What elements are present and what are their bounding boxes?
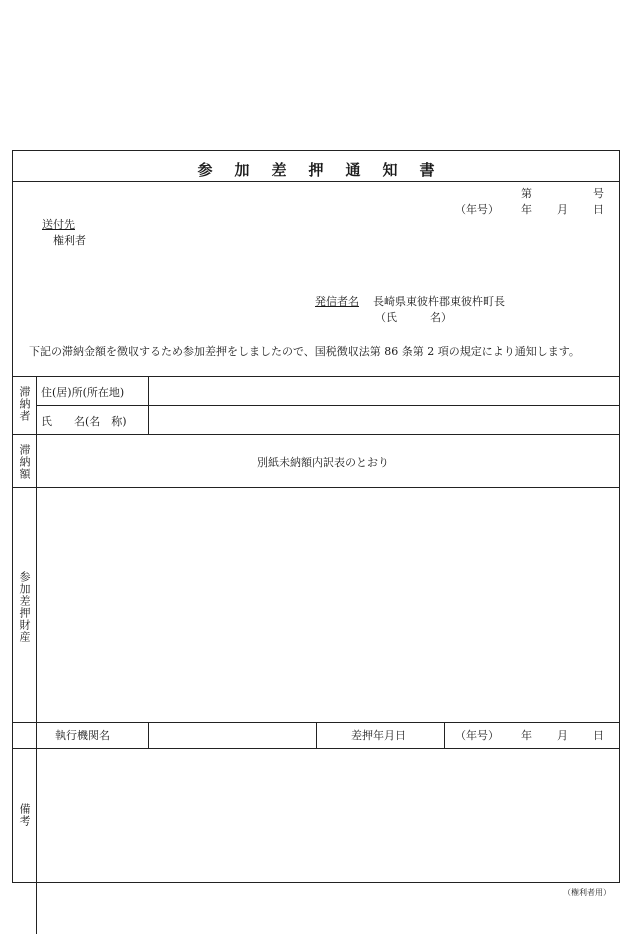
amount-value: 別紙未納額内訳表のとおり <box>257 456 389 469</box>
execution-divider-1 <box>148 722 149 748</box>
recipient-name: 権利者 <box>53 234 86 247</box>
footer-note: （権利者用） <box>563 888 611 897</box>
property-section-label: 参加差押財産 <box>18 571 31 643</box>
date-year: 年 <box>521 203 532 216</box>
notice-form <box>12 150 620 883</box>
date-era: （年号） <box>455 203 499 216</box>
form-title: 参加差押通知書 <box>197 161 457 179</box>
agency-label: 執行機関名 <box>55 729 110 742</box>
divider-property-top <box>13 487 619 488</box>
seizure-day: 日 <box>593 729 604 742</box>
delinquent-section-label: 滞納者 <box>18 386 31 422</box>
recipient-label: 送付先 <box>42 218 75 231</box>
sender-value: 長崎県東彼杵郡東彼杵町長 <box>373 295 505 308</box>
seizure-era: （年号） <box>455 729 499 742</box>
seizure-year: 年 <box>521 729 532 742</box>
divider-remarks-top <box>13 748 619 749</box>
divider-address-name <box>36 405 619 406</box>
name-label: 氏 名(名 称) <box>41 415 127 428</box>
title-divider <box>13 181 619 182</box>
sender-name-hint: （氏 名） <box>375 311 452 324</box>
remarks-section-label: 備考 <box>18 803 31 827</box>
seizure-month: 月 <box>557 729 568 742</box>
date-month: 月 <box>557 203 568 216</box>
execution-divider-2 <box>316 722 317 748</box>
notice-text: 下記の滞納金額を徴収するため参加差押をしましたので、国税徴収法第 86 条第 2 項の規定により通知します。 <box>29 345 580 358</box>
amount-section-label: 滞納額 <box>18 444 31 480</box>
sender-label: 発信者名 <box>315 295 359 308</box>
divider-delinquent-top <box>13 376 619 377</box>
number-go: 号 <box>593 187 604 200</box>
remarks-column-divider <box>36 748 37 883</box>
date-day: 日 <box>593 203 604 216</box>
number-dai: 第 <box>521 187 532 200</box>
address-label: 住(居)所(所在地) <box>41 386 125 399</box>
divider-amount-top <box>13 434 619 435</box>
seizure-date-label: 差押年月日 <box>351 729 406 742</box>
execution-divider-3 <box>444 722 445 748</box>
